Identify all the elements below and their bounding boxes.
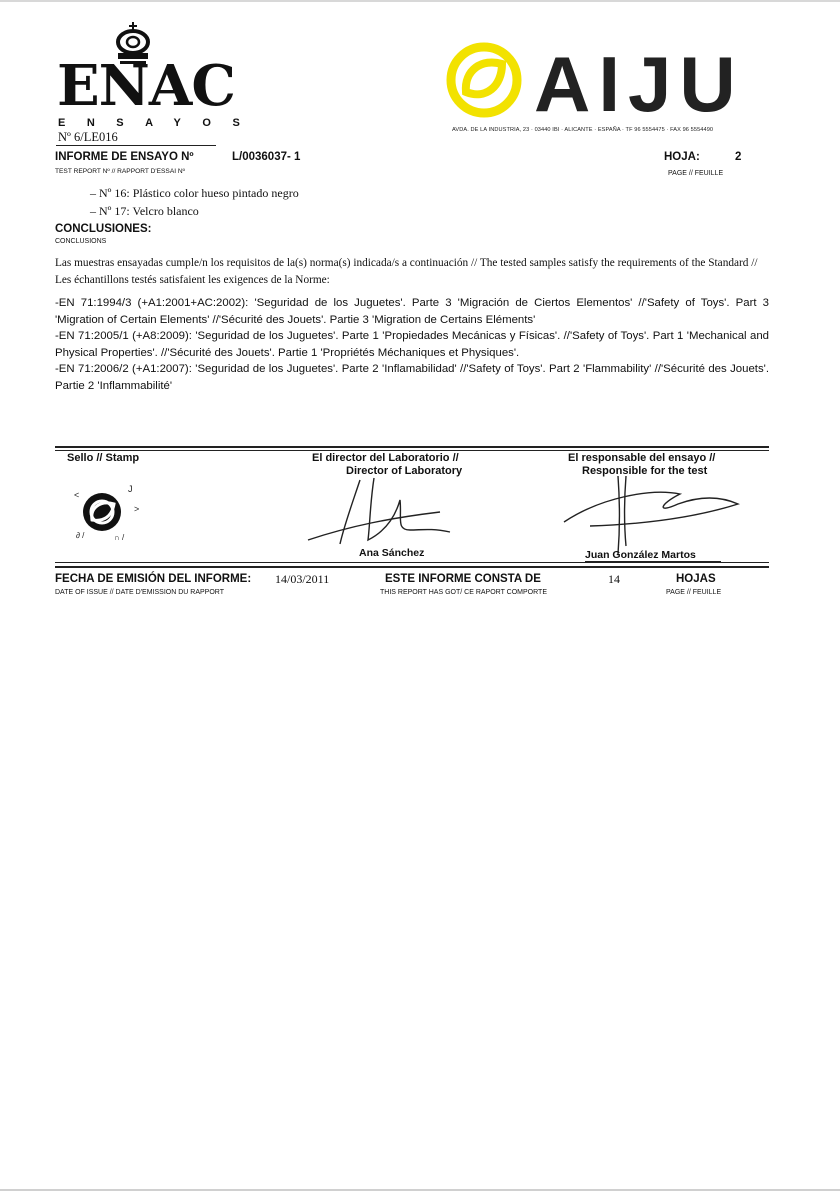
page-count-subtitle: THIS REPORT HAS GOT/ CE RAPORT COMPORTE xyxy=(380,589,547,596)
svg-text:J: J xyxy=(128,484,133,494)
svg-text:∩ /: ∩ / xyxy=(114,533,125,542)
enac-accreditation-number: Nº 6/LE016 xyxy=(58,130,118,144)
aiju-address: AVDA. DE LA INDUSTRIA, 23 · 03440 IBI · ALICANTE · ESPAÑA · TF 96 5554475 · FAX 96 5554490 xyxy=(452,127,714,133)
svg-text:<: < xyxy=(74,490,80,500)
enac-underline xyxy=(56,145,216,146)
report-subtitle: TEST REPORT Nº // RAPPORT D'ESSAI Nº xyxy=(55,168,186,175)
standard-item: -EN 71:2005/1 (+A8:2009): 'Seguridad de los Juguetes'. Parte 1 'Propiedades Mecánicas y Físicas'. //'Safety of Toys'. Part 1 'Mechanical and Physical Properties'. //'Sécurité des Jouets'. Partie 1 'Propriétés Méchaniques et Physiques'. xyxy=(55,330,769,359)
aiju-logo-icon xyxy=(444,40,524,120)
director-signature-icon xyxy=(300,474,500,554)
scan-top-edge xyxy=(0,0,840,2)
svg-text:>: > xyxy=(134,504,140,514)
sample-item: – Nº 16: Plástico color hueso pintado negro xyxy=(90,186,299,200)
issue-date-label: FECHA DE EMISIÓN DEL INFORME: xyxy=(55,573,252,585)
page-count: 14 xyxy=(608,572,620,586)
issue-date: 14/03/2011 xyxy=(275,572,330,586)
responsible-signature-icon xyxy=(560,474,750,554)
enac-ensayos: ENSAYOS xyxy=(58,117,262,129)
director-label-en: Director of Laboratory xyxy=(346,465,463,477)
standard-item: -EN 71:1994/3 (+A1:2001+AC:2002): 'Seguridad de los Juguetes'. Parte 3 'Migración de Ciertos Elementos' //'Safety of Toys'. Part 3 'Migration of Certain Elements' //'Sécurité des Jouets'. Partie 3 'Migration de Certains Eléments' xyxy=(55,297,769,326)
page-subtitle: PAGE // FEUILLE xyxy=(668,170,724,177)
sample-item: – Nº 17: Velcro blanco xyxy=(90,204,199,218)
responsible-name: Juan González Martos xyxy=(585,549,696,561)
scan-bottom-edge xyxy=(0,1189,840,1191)
conclusions-title: CONCLUSIONES: xyxy=(55,223,152,235)
divider xyxy=(55,566,769,568)
issue-date-subtitle: DATE OF ISSUE // DATE D'EMISSION DU RAPPORT xyxy=(55,589,224,596)
standard-item: -EN 71:2006/2 (+A1:2007): 'Seguridad de los Juguetes'. Parte 2 'Inflamabilidad' //'Safety of Toys'. Part 2 'Flammability' //'Sécurité des Jouets'. Partie 2 'Inflammabilité' xyxy=(55,363,769,392)
aiju-stamp-icon xyxy=(66,466,166,548)
page-count-label: ESTE INFORME CONSTA DE xyxy=(385,573,541,585)
conclusions-subtitle: CONCLUSIONS xyxy=(55,238,107,245)
director-label: El director del Laboratorio // xyxy=(312,452,459,464)
divider xyxy=(55,562,769,563)
aiju-logo: AIJU xyxy=(534,40,744,128)
responsible-label-en: Responsible for the test xyxy=(582,465,708,477)
conclusions-intro: Las muestras ensayadas cumple/n los requisitos de la(s) norma(s) indicada/s a continuación // The tested samples satisfy the requirements of the Standard // Les échantillons testés satisfaient les exigences de la Norme: xyxy=(55,257,758,286)
hoja-value: 2 xyxy=(735,151,742,163)
report-title: INFORME DE ENSAYO Nº xyxy=(55,151,194,163)
divider xyxy=(55,450,769,451)
stamp-label: Sello // Stamp xyxy=(67,452,140,464)
svg-text:∂ /: ∂ / xyxy=(76,531,85,540)
hojas-label: HOJAS xyxy=(676,573,716,585)
responsible-label: El responsable del ensayo // xyxy=(568,452,716,464)
hojas-subtitle: PAGE // FEUILLE xyxy=(666,589,722,596)
enac-logo: ENAC xyxy=(57,53,235,119)
hoja-label: HOJA: xyxy=(664,151,700,163)
divider xyxy=(55,446,769,448)
director-name: Ana Sánchez xyxy=(359,547,425,559)
standards-list xyxy=(55,295,769,394)
report-number: L/0036037- 1 xyxy=(232,151,301,163)
